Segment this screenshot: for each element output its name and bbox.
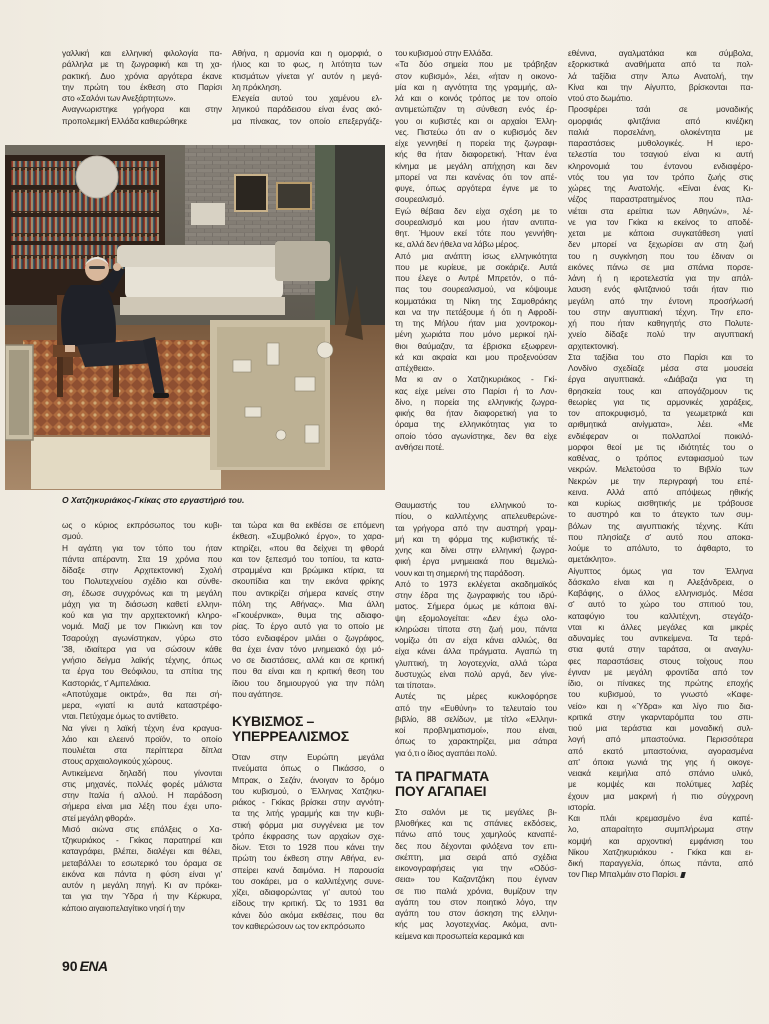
text-line: ρακτική. Δυο χρόνια αργότερα έκανε	[62, 70, 222, 81]
text-line: τρόπο έκφρασης των αρχαίων σχε-	[232, 830, 384, 841]
text-line: δάσκαλο είναι και η Αλεξάνδρεια, ο	[568, 576, 753, 587]
text-line: χνης και δίνει στην ελληνική ζωγρα-	[395, 545, 557, 555]
text-line: «Αποτύχαμε οικτρά», θα πει σή-	[62, 688, 222, 699]
text-line: στις μηχανές, πολλές φορές μάλιστα	[62, 778, 222, 789]
subheading-cubism-line1: ΚΥΒΙΣΜΟΣ –	[232, 713, 315, 729]
text-line: που θα είναι και η κριτική θεση του	[232, 666, 384, 677]
text-line: ται για την Ύδρα ή την Κέρκυρα,	[62, 891, 222, 902]
text-line: κοί προβληματισμοί», που είναι,	[395, 725, 557, 735]
text-line: που πλησίαζε σ' αυτό που αποκα-	[568, 531, 753, 542]
text-line: νομίζω ότι αν είχα κάνει αλλιώς, θα	[395, 635, 557, 645]
text-line: φική έργα μνημειακά που θεμελιώ-	[395, 556, 557, 567]
text-line: Αντικείμενα δηλαδή που γίνονται	[62, 767, 222, 778]
text-line: μεγάλη από την έντονη προσήλωσή	[568, 295, 753, 306]
text-line: νες. Πιστεύω ότι αν ο κυβισμός δεν	[395, 126, 557, 137]
text-line: μεταβάλλει το εσωτερικό του όραμα σε	[62, 857, 222, 868]
studio-photo	[5, 145, 385, 490]
text-line: ντός του για τον τρόπο ζωής στις	[568, 171, 753, 182]
text-line: νομιά. Μαζί με τον Πικιώνη και τον	[62, 621, 222, 632]
text-line: έργα αιγυπτιακά. «Διάβαζα για τη	[568, 374, 753, 385]
text-line: Θαυμαστής του ελληνικού το-	[395, 500, 557, 510]
text-line: βόλων της αιγυπτιακής τέχνης. Κάτι	[568, 520, 753, 531]
photo-caption: Ο Χατζηκυριάκος-Γκίκας στο εργαστήριό του.	[62, 495, 245, 505]
text-line: θρησκεία τους και απογάζομουν τις	[568, 385, 753, 396]
text-line: λά και ο κοινός τρόπος με τον οποίο	[395, 93, 557, 103]
text-line: μα πίνακας, τον οποίο επεξεργάζε-	[232, 115, 382, 126]
text-line: ση, έδωσε συγχρόνως και τη μεγάλη	[62, 587, 222, 598]
text-line: κε, αλλά δεν ήθελα να λάβω μέρος.	[395, 239, 520, 250]
subheading-cubism	[232, 714, 384, 744]
text-line: από εκατό μπαστούνια, αγορασμένα	[568, 745, 753, 756]
text-line: και τον ξεπεσμό του τοπίου, τα κατα-	[232, 553, 384, 564]
text-line: και κυρίως αισθητικής με τράβουσε	[568, 498, 753, 508]
end-mark-icon	[680, 872, 693, 878]
text-line: γνήσιο δείγμα λαϊκής τέχνης, όπως	[62, 655, 222, 665]
text-line: ται γρήγορα από την αυστηρή γραμ-	[395, 522, 557, 533]
text-line: Από μια ανάπτη ίσως ελληνικότητα	[395, 250, 557, 261]
text-line: γαλλική και ελληνική φιλολογία πα-	[62, 48, 222, 58]
text-line: νειακά κειμήλια από σπάνιο υλικό,	[568, 768, 753, 778]
text-line: απ' όποια γωνιά της γης ή οικογε-	[568, 756, 753, 767]
column-top-left	[62, 48, 222, 127]
text-line: Αθήνα, η αρμονία και η ομορφιά, ο	[232, 48, 382, 58]
text-line: Τσαρούχη αγωνίστηκαν, γύρω στο	[62, 632, 222, 643]
text-line: μερα, «γιατί κι αυτά καταστρέφο-	[62, 700, 222, 710]
text-line: κριτικά στην γκαρνταρόμπα του σπι-	[568, 711, 753, 722]
text-line: λαυση ενός φλιτζανιού τσάι ήταν πιο	[568, 284, 753, 295]
text-line: ενδιέφεραν οι πολλαπλοί ποικιλό-	[568, 430, 753, 441]
text-line: λάιο και ελεεινό προϊόν, το οποίο	[62, 733, 222, 744]
text-line: σήμερα είναι μια λέξη που έχει υπο-	[62, 801, 222, 812]
text-line: αρχιτεκτονική.	[568, 340, 619, 351]
text-line: Από το 1973 εκλέγεται ακαδημαϊκός	[395, 578, 557, 589]
text-line: Στο σαλόνι με τις μεγάλες βι-	[395, 806, 557, 817]
text-line: φες παραστάσεις στους τοίχους που	[568, 655, 753, 666]
column-bottom-middle-part2	[232, 752, 384, 932]
text-line: για ό,τι ο ίδιος αγαπάει πολύ.	[395, 747, 498, 758]
text-line: προπολεμική Ελλάδα καθιερώθηκε	[62, 115, 187, 126]
text-line: είχε γεννηθεί η πορεία της ζωγραφι-	[395, 138, 557, 148]
text-line: πίου, ο καλλιτέχνης απελευθερώνε-	[395, 511, 557, 522]
text-line: νε για τον Γκίκα κι εκείνος το αποδέ-	[568, 216, 753, 227]
text-line: μή και τη φόρμα της κυβιστικής τέ-	[395, 533, 557, 544]
text-line: τόσο ενδιαφέρον μιλάει ο ζωγράφος,	[232, 632, 384, 643]
text-line: εικόνα και πάντα η φύση είναι γι'	[62, 868, 222, 879]
text-line: Στα ταξίδια του στο Παρίσι και το	[568, 351, 753, 362]
text-line: δική παραγγελία, όπως πάντα, από	[568, 858, 753, 868]
text-line: μορφοι θεοί με τις ιδιότητές του ο	[568, 441, 753, 452]
column-upper-right	[395, 48, 557, 503]
text-line: νείο» και η «Ύδρα» και λίγο πιο δια-	[568, 700, 753, 711]
text-line: ανθήσει ποτέ.	[395, 441, 445, 452]
text-line: του κυβισμού στην Ελλάδα.	[395, 48, 493, 58]
text-line: του η συγκίνηση που του έδιναν οι	[568, 250, 753, 261]
text-line: φικής θα ήταν διαφορετική για το	[395, 408, 557, 418]
text-line: που με κυρίευε, με σοκάριζε. Αυτά	[395, 261, 557, 272]
text-line: γου οι κυβιστές και οι αρχαίοι Έλλη-	[395, 115, 557, 126]
text-line: Λονδίνο σχεδίαζε μέσα στα μουσεία	[568, 363, 753, 373]
column-bottom-left	[62, 520, 222, 960]
text-line: θητ. Ήμουν εκεί τότε που γεννήθη-	[395, 228, 557, 238]
text-line: μπορεί να πει κανένας ότι τον απέ-	[395, 171, 557, 182]
text-line: Η αγάπη για τον τόπο του ήταν	[62, 542, 222, 553]
text-line: έγιναν με μεγάλη φροντίδα από τον	[568, 666, 753, 677]
text-line: σεια» του Καζαντζάκη που έγιναν	[395, 874, 557, 885]
text-line: δεν μπορεί να ξεχωρίσει αν στη ζωή	[568, 239, 753, 250]
text-line: νο σε διαστάσεις, αλλά και σε κριτική	[232, 655, 384, 665]
text-line: καταφύγιο του καλλιτέχνη, στεγάζο-	[568, 610, 753, 621]
text-line: σμού.	[62, 531, 83, 542]
text-line: κας είχε μείνει στο Παρίσι ή το Λον-	[395, 385, 557, 396]
text-line: σ' αυτό το χώρο του σπιτιού του,	[568, 599, 753, 610]
text-line: τη της Μήλου ήταν μια χοντροκομ-	[395, 318, 557, 328]
text-line: ως ο κύριος εκπρόσωπος του κυβι-	[62, 520, 222, 530]
text-line: λη πρόκληση.	[232, 81, 282, 92]
text-line: αριθμητικά αινίγματα», λέει. «Με	[568, 419, 753, 430]
subheading-things-line2: ΠΟΥ ΑΓΑΠΑΕΙ	[395, 782, 487, 799]
text-line: είχα κάνει άλλα πράγματα. Αγαπώ τη	[395, 646, 557, 657]
text-line: ομορφιάς φλιτζάνια από κινέζικη	[568, 115, 753, 126]
text-line: βλιοθήκες και τις σπάνιες εκδόσεις,	[395, 818, 557, 828]
text-line: κεινα. Αλλά από απόψεως ηθικής	[568, 486, 753, 497]
text-line: ψη εξομολογείται: «Δεν έχω ολο-	[395, 612, 557, 623]
column-far-right	[568, 48, 753, 948]
text-line: εξορκιστικά αναθήματα από τα πολ-	[568, 59, 753, 70]
text-line: και να την πετάξουμε ή ότι η Αφροδί-	[395, 306, 557, 317]
text-line: μένη χωριάτα που μόνο μερικοί ηλί-	[395, 329, 557, 340]
text-line: αγάπη του στον άσκηση της ελληνι-	[395, 908, 557, 918]
text-line: λούμε το απόλυτο, το άφθαρτο, το	[568, 543, 753, 553]
text-line: τον Πιερ Μπαλμάιν στο Παρίσι.	[568, 869, 753, 880]
text-line: Όταν στην Ευρώπη μεγάλα	[232, 752, 384, 762]
text-line: κής θα ήταν διαφορετική. Ήταν ένα	[395, 149, 557, 160]
text-line: έχουν μια μακρινή ή πιο σύγχρονη	[568, 790, 753, 801]
text-line: εθένινα, αγαλματάκια και σύμβολα,	[568, 48, 753, 58]
text-line: που αγάπησε.	[232, 688, 283, 699]
text-line: κίνημα με μεγάλη απήχηση και δεν	[395, 160, 557, 171]
text-line: τα της λιτής γραμμής και την κυβι-	[232, 808, 384, 819]
text-line: ίδιο, οι πίνακες της πρώτης εποχής	[568, 678, 753, 688]
text-line: θα έχει έναν τόνο μνημειακό όχι μό-	[232, 643, 384, 654]
text-line: αγάπη του στον ποιητικό λόγο, την	[395, 896, 557, 907]
text-line: μάχη για τη διάσωση καθετί ελληνι-	[62, 598, 222, 609]
column-bottom-right-part2	[395, 807, 557, 940]
subheading-cubism-line2: ΥΠΕΡΡΕΑΛΙΣΜΟΣ	[232, 728, 349, 744]
text-line: «Τα δύο σημεία που με τράβηξαν	[395, 59, 557, 70]
text-line: λά ταξίδια στην Άπω Ανατολή, την	[568, 70, 753, 81]
text-line: ληνικού παράδεισου είναι ένας ακό-	[232, 104, 382, 115]
text-line: θιοι θαύμαζαν, τα έβρισκα εξωφρενι-	[395, 340, 557, 351]
text-line: Και πλάι κρεμασμένο ένα καπέ-	[568, 813, 753, 823]
text-line: Εγώ θέβαια δεν είχα σχέση με το	[395, 205, 557, 216]
text-line: τιού μια τεράστια και μοναδική συλ-	[568, 723, 753, 733]
text-line: οποίο τόσο αγωνίστηκε, δεν θα είχε	[395, 430, 557, 441]
text-line: πάνω από τους χαμηλούς καναπέ-	[395, 829, 557, 840]
column-bottom-middle-part1	[232, 520, 384, 700]
text-line: τον αποκρυφισμό, τα γεωμετρικά και	[568, 408, 753, 418]
text-line: βιβλίο, 88 σελίδων, με τίτλο «Ελληνι-	[395, 713, 557, 724]
text-line: ράλληλα με τη ζωγραφική και τη χα-	[62, 59, 222, 70]
text-line: στεί μεγάλη φθορά».	[62, 812, 136, 823]
text-line: χεται με κάποια συγκατάθεση γιατί	[568, 228, 753, 238]
text-line: στην Ιταλία ή αλλού. Η παράδοση	[62, 790, 222, 800]
text-line: Αυτές τις μέρες κυκλοφόρησε	[395, 691, 557, 702]
column-bottom-right	[395, 500, 557, 940]
text-line: πας του σουρεαλισμού, να κόψουμε	[395, 284, 557, 295]
text-line: σκουπίδια και την εικόνα φρίκης	[232, 576, 384, 587]
text-line: τα έργα του Θεόφιλου, τα σπίτια της	[62, 666, 222, 677]
text-line: λο, απαραίτητο συμπλήρωμα στην	[568, 824, 753, 835]
text-line: κτισμάτων γίνεται γι' αυτόν η μεγά-	[232, 70, 382, 81]
text-line: το αυστηρό και το άτεγκτο των συμ-	[568, 509, 753, 520]
text-line: νουν και τη σημερινή της παράδοση.	[395, 567, 525, 578]
text-line: δίων. Έτσι το 1928 που κάνει την	[232, 842, 384, 852]
text-line: Ελεγεία αυτού του χαμένου ελ-	[232, 93, 382, 103]
text-line: αδυναμίες του αντικείμενα. Τα τερά-	[568, 633, 753, 643]
text-line: λάνη ή η ιεροτελεστία για την απόλ-	[568, 273, 753, 283]
text-line: Μπρακ, ο Σεζάν, άνοιγαν το δρόμο	[232, 774, 384, 785]
text-line: Αναγνωριστηκε γρήγορα και στην	[62, 104, 222, 115]
text-line: κτηρίζει, «που θα δείχνει τη φθορά	[232, 542, 384, 553]
text-line: «Γκουέρνικα», θυμα της αδιαφο-	[232, 610, 384, 620]
text-line: από την «Ευθύνη» το τελευταίο του	[395, 702, 557, 713]
text-line: κά και ακραία και μου προξενούσαν	[395, 351, 557, 362]
text-line: σουρεαλισμό.	[395, 194, 445, 205]
text-line: που αντικρίζει σήμερα κανείς στην	[232, 587, 384, 598]
text-line: Νίκου Χατζηκυριάκου - Γκίκα και ει-	[568, 846, 753, 857]
text-line: ίδιου του δημιουργού για την πόλη	[232, 677, 384, 688]
text-line: κομματάκια τη Νίκη της Σαμοθράκης	[395, 295, 557, 306]
text-line: γλυπτική, τη λογοτεχνία, αλλά τώρα	[395, 657, 557, 668]
text-line: στους αρχαιολογικούς χώρους.	[62, 756, 173, 767]
text-line: Να γίνει η λαϊκή τέχνη ένα κραγυα-	[62, 722, 222, 733]
subheading-things-line1: ΤΑ ΠΡΑΓΜΑΤΑ	[395, 767, 490, 784]
text-line: Προσφέρει τσάι σε μοναδικής	[568, 104, 753, 115]
column-bottom-middle	[232, 520, 384, 950]
text-line: Κίνα και την Αίγυπτο, βρίσκονται πα-	[568, 81, 753, 92]
text-line: χώρες της Ανατολής. «Είναι ένας Κι-	[568, 183, 753, 193]
text-line: τον καθιερώσουν ως τον εκπρόσωπο	[232, 920, 365, 931]
text-line: πουλιέται στα περίπτερα δίπλα	[62, 745, 222, 755]
text-line: φυγε, όπως αργότερα έγινε με το	[395, 183, 557, 193]
text-line: σουρεαλισμό και μου ήταν αντιπα-	[395, 216, 557, 227]
column-top-middle	[232, 48, 382, 127]
page-folio	[62, 958, 108, 974]
text-line: του σοκάρει, μα ο καλλιτέχνης συνε-	[232, 875, 384, 886]
text-line: ται τίποτα».	[395, 680, 436, 690]
text-line: λογή από μπαστούνια. Περισσότερα	[568, 734, 753, 745]
text-line: χή που ήταν καθηγητής στο Πολυτε-	[568, 318, 753, 328]
text-line: νιέται στα ερείπια των Αθηνών», λέ-	[568, 205, 753, 216]
text-line: στην έδρα της ζωγραφικής του ιδρύ-	[395, 590, 557, 600]
text-line: σπείρει κανά δαιμόνια. Η παρουσία	[232, 864, 384, 875]
text-line: με κομψές και πολύτιμες λαβές	[568, 779, 753, 790]
text-line: καθένας, ο τρόπος ενταφιασμού των	[568, 453, 753, 463]
text-line: δίνο, η πορεία της ελληνικής ζωγρα-	[395, 396, 557, 407]
text-line: νεκρών. Μελετούσα το Βιβλίο των	[568, 464, 753, 475]
text-line: Μισό αιώνα στις επάλξεις ο Χα-	[62, 823, 222, 834]
text-line: κομψή και αρχοντική εμφάνιση του	[568, 835, 753, 846]
text-line: σκέπτη, μια σειρά από σχέδια	[395, 851, 557, 862]
text-line: κληρώσει τίποτα στη ζωή μου, πάντα	[395, 623, 557, 634]
text-line: νέζος παραστρατημένος που πλα-	[568, 194, 753, 205]
text-line: Καστοριάς, τ' Αμπελάκια.	[62, 677, 151, 688]
text-line: δυστυχώς είναι πολύ αργά, δεν γίνε-	[395, 668, 557, 679]
text-line: Καβάφης, ο άλλος ελληνισμός. Μέσα	[568, 588, 753, 598]
text-line: χνείο δίδαξε πολύ την αιγυπτιακή	[568, 329, 753, 340]
text-line: όραμα της ελληνικότητας για το	[395, 419, 557, 430]
magazine-name: ΕΝΑ	[79, 958, 108, 974]
text-line: ριάκος - Γκίκας βρίσκει στην αγνότη-	[232, 797, 384, 807]
text-line: στική φόρμα μια συγγένεια με τον	[232, 819, 384, 830]
text-line: εικονογραφήσεις για την «Οδύσ-	[395, 863, 557, 873]
text-line: του κυβισμού, το γνωστό «Καφε-	[568, 689, 753, 700]
text-line: στια φυτά στην ταράτσα, οι αναγλυ-	[568, 644, 753, 655]
text-line: του στην αιγυπτιακή τέχνη. Την επο-	[568, 306, 753, 317]
text-line: στον κυβισμό», λέει, «ήταν η οικονο-	[395, 70, 557, 81]
text-line: μία και η αγνότητα της γραμμής, αλ-	[395, 81, 557, 92]
text-line: κής μας λογοτεχνίας. Ακόμα, αντι-	[395, 919, 557, 930]
text-line: νται. Πετύχαμε όμως το αντίθετο.	[62, 711, 179, 722]
text-line: απέχθεια».	[395, 363, 435, 373]
text-line: την πρώτη του έκθεση στο Παρίσι	[62, 81, 222, 92]
text-line: κληρονομιά του έντονου ενδιαφέρο-	[568, 160, 753, 171]
text-line: '38, ιδιαίτερα για να σώσουν κάθε	[62, 643, 222, 654]
text-line: ιστορία.	[568, 801, 596, 812]
text-line: όπως το χαρακτηρίζει, μια σάτιρα	[395, 736, 557, 747]
text-line: πνεύματα όπως ο Πικάσσο, ο	[232, 763, 384, 774]
text-line: αυτόν η μεγάλη πηγή. Κι αν πρόκει-	[62, 880, 222, 890]
text-line: χίζει, αδιαφορώντας γι' αυτού του	[232, 887, 384, 897]
text-line: δίδαξε στην Αρχιτεκτονική Σχολή	[62, 565, 222, 575]
subheading-things-he-loves	[395, 769, 557, 799]
text-line: είδους την κριτική. Ώς το 1931 θα	[232, 898, 384, 909]
text-line: εικόνες πάνω σε μια σπάνια πορσε-	[568, 261, 753, 272]
text-line: κείμενα και προσωπεία κεραμικά και	[395, 930, 524, 940]
page-number: 90	[62, 958, 78, 974]
text-line: πάντα απέραντη. Στα 19 χρόνια που	[62, 553, 222, 564]
column-bottom-right-part1	[395, 500, 557, 759]
text-line: κάνει δύο ακόμα εκθέσεις, που θα	[232, 909, 384, 920]
text-line: του κυβισμού, ο Έλληνας Χατζηκυ-	[232, 785, 384, 796]
text-line: πρώτη του έκθεση στην Αθήνα, εν-	[232, 853, 384, 864]
text-line: τζηκυριάκος - Γκίκας παρατηρεί και	[62, 835, 222, 845]
text-line: ντού στο δωμάτιο.	[568, 93, 633, 103]
text-line: Νεκρών με την περιγραφή του επέ-	[568, 475, 753, 486]
text-line: νται κι άλλες μεγάλες και μικρές	[568, 621, 753, 632]
text-line: ματος. Σήμερα όμως με κάποια θλί-	[395, 601, 557, 612]
text-line: σε πιο παλιά χρόνια, θυμίζουν την	[395, 885, 557, 896]
text-line: τελεστία του τσαγιού είναι κι αυτή	[568, 149, 753, 160]
text-line: του Πολυτεχνείου σχέδιο και σύνθε-	[62, 576, 222, 587]
text-line: ρίας. Το έργο αυτό για το οποίο με	[232, 621, 384, 632]
text-line: ται τώρα και θα εκθέσει σε επόμενη	[232, 520, 384, 530]
text-line: παλιά πορσελάνη, ολοκέντητα με	[568, 126, 753, 137]
text-line: Αίγυπτος όμως για τον Έλληνα	[568, 565, 753, 576]
text-line: θεωρίες για τις αρμονικές χαράξεις,	[568, 396, 753, 407]
text-line: κάποιο αιγαιοπελαγίτικο νησί ή την	[62, 902, 185, 913]
text-line: δες που δέχονται φιλόξενα τον επι-	[395, 840, 557, 851]
text-line: καταγράφει, βλέπει, διαλέγει και θέλει,	[62, 846, 222, 857]
text-line: παραστάσεις μυθολογικές. Η ιερο-	[568, 138, 753, 148]
text-line: αμετάκλητο».	[568, 554, 616, 565]
text-line: ήλιος και το φως, η λιτότητα των	[232, 59, 382, 70]
text-line: στο «Σαλόνι των Ανεξάρτητων».	[62, 93, 176, 103]
text-line: πόλη της Αθήνας». Μια άλλη	[232, 598, 384, 609]
text-line: αντιμετώπιζαν τη σύνθεση ενός έρ-	[395, 104, 557, 115]
text-line: στραμμένα και βρώμικα κτίρια, τα	[232, 565, 384, 575]
text-line: που έλεγε ο Αντρέ Μπρετόν, ο πά-	[395, 273, 557, 283]
text-line: κού και για την αρχιτεκτονική κληρο-	[62, 610, 222, 620]
text-line: έκθεση. «Συμβολικό έργο», το χαρα-	[232, 531, 384, 542]
text-line: Μα κι αν ο Χατζηκυριάκος - Γκί-	[395, 374, 557, 385]
